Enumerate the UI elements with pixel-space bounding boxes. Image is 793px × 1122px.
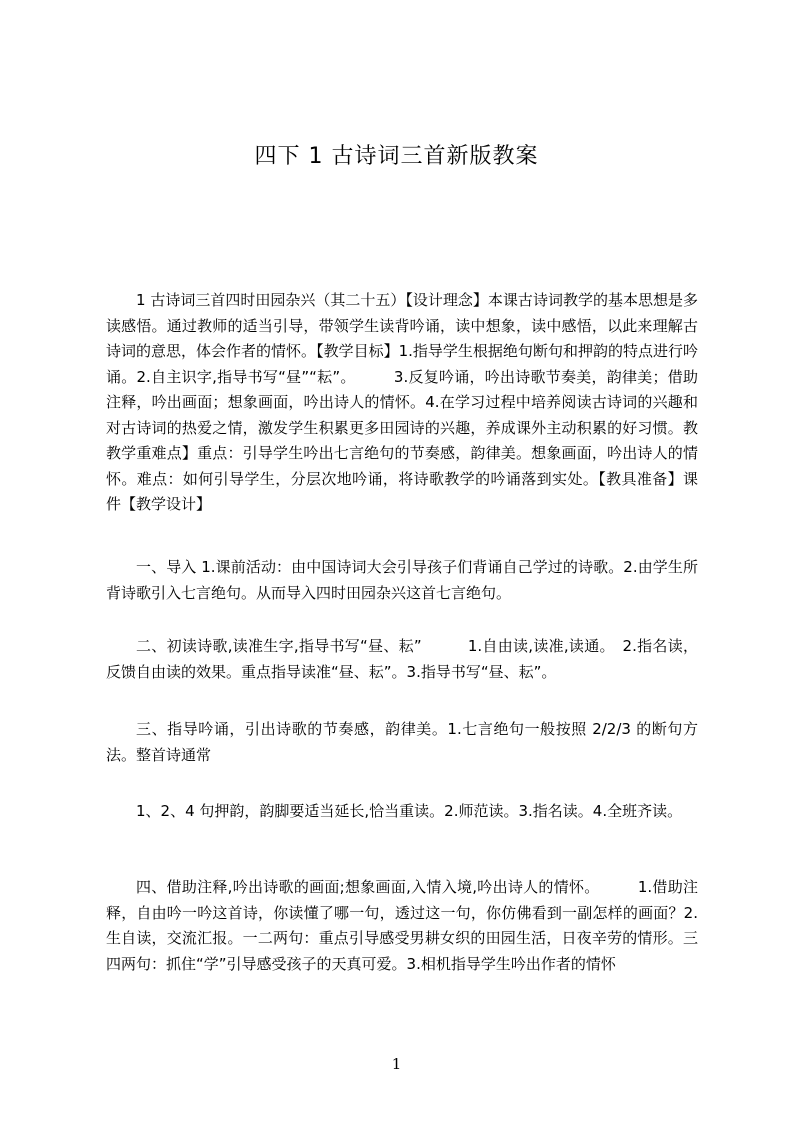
- paragraph-design-and-objectives: 1 古诗词三首四时田园杂兴（其二十五）【设计理念】本课古诗词教学的基本思想是多读感悟。通过教师的适当引导，带领学生读背吟诵，读中想象，读中感悟，以此来理解古诗词的意思，体会作者的情怀。【教学目标】1.指导学生根据绝句断句和押韵的特点进行吟诵。2.自主识字,指导书写“昼”“耘”。 3.反复吟诵，吟出诗歌节奏美，韵律美；借助注释，吟出画面；想象画面，吟出诗人的情怀。4.在学习过程中培养阅读古诗词的兴趣和对古诗词的热爱之情，激发学生积累更多田园诗的兴趣，养成课外主动积累的好习惯。教教学重难点】重点：引导学生吟出七言绝句的节奏感，韵律美。想象画面，吟出诗人的情怀。难点：如何引导学生，分层次地吟诵，将诗歌教学的吟诵落到实处。【教具准备】课件【教学设计】: [106, 291, 698, 513]
- paragraph-first-reading: 二、初读诗歌,读准生字,指导书写“昼、耘” 1.自由读,读准,读通。 2.指名读，反馈自由读的效果。重点指导读准“昼、耘”。3.指导书写“昼、耘”。: [106, 637, 698, 681]
- paragraph-rhyme-reading: 1、2、4 句押韵，韵脚要适当延长,恰当重读。2.师范读。3.指名读。4.全班齐读。: [136, 802, 683, 820]
- paragraph-introduction: 一、导入 1.课前活动：由中国诗词大会引导孩子们背诵自己学过的诗歌。2.由学生所背诗歌引入七言绝句。从而导入四时田园杂兴这首七言绝句。: [106, 558, 698, 602]
- paragraph-annotation-imagery: 四、借助注释,吟出诗歌的画面;想象画面,入情入境,吟出诗人的情怀。 1.借助注释，自由吟一吟这首诗，你读懂了哪一句，透过这一句，你仿佛看到一副怎样的画面？2.生自读，交流汇报。一二两句：重点引导感受男耕女织的田园生活，日夜辛劳的情形。三四两句：抓住“学”引导感受孩子的天真可爱。3.相机指导学生吟出作者的情怀: [106, 878, 698, 973]
- paragraph-recitation-guidance: 三、指导吟诵，引出诗歌的节奏感，韵律美。1.七言绝句一般按照 2/2/3 的断句方法。整首诗通常: [106, 720, 698, 764]
- document-title: 四下 1 古诗词三首新版教案: [254, 144, 539, 169]
- page-number: 1: [391, 1055, 402, 1073]
